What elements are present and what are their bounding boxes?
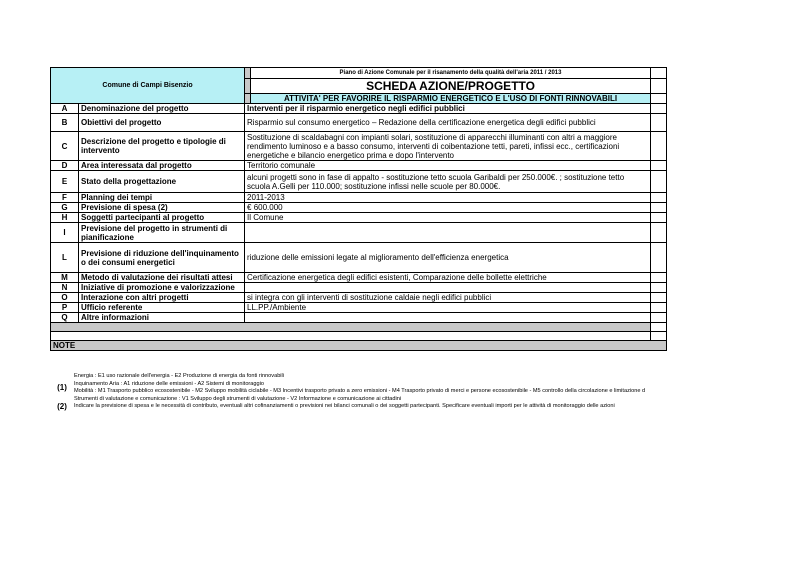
form-row [51, 193, 667, 203]
row-code: B [51, 114, 79, 132]
edge-cell [651, 243, 667, 273]
edge-cell [651, 273, 667, 283]
scheda-title: SCHEDA AZIONE/PROGETTO [251, 79, 651, 94]
form-row [51, 104, 667, 114]
row-label: Descrizione del progetto e tipologie di intervento [79, 132, 245, 161]
blank-row [51, 323, 667, 332]
edge-cell [651, 283, 667, 293]
row-label: Denominazione del progetto [79, 104, 245, 114]
row-code: A [51, 104, 79, 114]
row-value: Certificazione energetica degli edifici esistenti, Comparazione delle bollette elettriche [245, 273, 651, 283]
edge-cell [651, 303, 667, 313]
row-code: O [51, 293, 79, 303]
note-body [74, 373, 670, 403]
plan-title: Piano di Azione Comunale per il risanamento della qualità dell'aria 2011 / 2013 [251, 68, 651, 79]
form-table [50, 67, 667, 351]
blank-cell [51, 323, 651, 332]
edge-cell [651, 332, 667, 341]
row-label: Area interessata dal progetto [79, 161, 245, 171]
row-value [245, 313, 651, 323]
row-label: Obiettivi del progetto [79, 114, 245, 132]
row-value: riduzione delle emissioni legate al miglioramento dell'efficienza energetica [245, 243, 651, 273]
edge-cell [651, 193, 667, 203]
note-item [50, 403, 670, 411]
form-row [51, 213, 667, 223]
form-row [51, 223, 667, 243]
row-value: Interventi per il risparmio energetico negli edifici pubblici [245, 104, 651, 114]
blank-cell [51, 332, 651, 341]
row-value: LL.PP./Ambiente [245, 303, 651, 313]
row-code: Q [51, 313, 79, 323]
row-label: Stato della progettazione [79, 171, 245, 193]
row-label: Planning dei tempi [79, 193, 245, 203]
note-line: Indicare la previsione di spesa e le necessità di contributo, eventuali altri cofinanziamenti o previsioni nei bilanci comunali o dei soggetti partecipanti. Specificare eventuali importi per le attività di monitoraggio delle azioni [74, 403, 615, 410]
action-sheet [50, 67, 666, 351]
row-value: Sostituzione di scaldabagni con impianti solari, sostituzione di apparecchi illuminanti con altri a maggiore rendimento luminoso e a basso consumo, interventi di coibentazione tetti, pareti, infissi ecc., certificazioni energetiche e bilancio energetico prima e dopo l'intervento [245, 132, 651, 161]
note-label: NOTE [51, 341, 667, 351]
edge-cell [651, 94, 667, 104]
note-line: Strumenti di valutazione e comunicazione : V1 Sviluppo degli strumenti di valutazione - V2 Informazione e comunicazione ai cittadini [74, 395, 402, 402]
form-row [51, 283, 667, 293]
note-number: (1) [57, 383, 67, 393]
row-label: Previsione di riduzione dell'inquinamento o dei consumi energetici [79, 243, 245, 273]
row-label: Soggetti partecipanti al progetto [79, 213, 245, 223]
form-table-body [51, 68, 667, 351]
form-row [51, 243, 667, 273]
edge-cell [651, 203, 667, 213]
row-label: Previsione di spesa (2) [79, 203, 245, 213]
edge-cell [651, 313, 667, 323]
edge-cell [651, 114, 667, 132]
edge-cell [651, 104, 667, 114]
form-row [51, 293, 667, 303]
row-code: H [51, 213, 79, 223]
row-code: N [51, 283, 79, 293]
row-value: Il Comune [245, 213, 651, 223]
edge-cell [651, 132, 667, 161]
row-label: Altre informazioni [79, 313, 245, 323]
row-label: Interazione con altri progetti [79, 293, 245, 303]
note-number: (2) [57, 402, 67, 412]
row-code: P [51, 303, 79, 313]
row-code: F [51, 193, 79, 203]
edge-cell [651, 293, 667, 303]
note-line: Inquinamento Aria : A1 riduzione delle emissioni - A2 Sistemi di monitoraggio [74, 380, 264, 387]
row-code: E [51, 171, 79, 193]
form-row [51, 132, 667, 161]
edge-cell [651, 79, 667, 94]
row-code: C [51, 132, 79, 161]
row-value [245, 283, 651, 293]
note-line: Mobilità : M1 Trasporto pubblico ecosostenibile - M2 Sviluppo mobilità ciclabile - M3 Incentivi trasporto privato a zero emissioni - M4 Trasporto privato di merci e persone ecosostenibile - M5 controllo della circolazione e limitazione d [74, 388, 646, 395]
row-label: Ufficio referente [79, 303, 245, 313]
edge-cell [651, 68, 667, 79]
row-value: alcuni progetti sono in fase di appalto - sostituzione tetto scuola Garibaldi per 250.000€. ; sostituzione tetto scuola A.Gelli per 110.000; sostituzione infissi nelle scuole per 80.000€. [245, 171, 651, 193]
row-value: si integra con gli interventi di sostituzione caldaie negli edifici pubblici [245, 293, 651, 303]
row-value: Territorio comunale [245, 161, 651, 171]
form-row [51, 313, 667, 323]
edge-cell [651, 161, 667, 171]
row-label: Iniziative di promozione e valorizzazione [79, 283, 245, 293]
activity-subtitle: ATTIVITA' PER FAVORIRE IL RISPARMIO ENERGETICO E L'USO DI FONTI RINNOVABILI [251, 94, 651, 104]
note-body [74, 403, 670, 411]
row-label: Previsione del progetto in strumenti di pianificazione [79, 223, 245, 243]
note-item [50, 373, 670, 403]
notes-section [50, 373, 670, 411]
blank-row [51, 332, 667, 341]
edge-cell [651, 171, 667, 193]
row-label: Metodo di valutazione dei risultati attesi [79, 273, 245, 283]
comune-name: Comune di Campi Bisenzio [51, 68, 245, 104]
edge-cell [651, 213, 667, 223]
row-value: Risparmio sul consumo energetico – Redazione della certificazione energetica degli edifici pubblici [245, 114, 651, 132]
form-row [51, 303, 667, 313]
form-row [51, 273, 667, 283]
edge-cell [651, 223, 667, 243]
row-code: G [51, 203, 79, 213]
form-row [51, 161, 667, 171]
form-row [51, 203, 667, 213]
row-value: 2011-2013 [245, 193, 651, 203]
row-code: L [51, 243, 79, 273]
form-row [51, 171, 667, 193]
row-code: D [51, 161, 79, 171]
note-line: Energia : E1 uso razionale dell'energia - E2 Produzione di energia da fonti rinnovabili [74, 373, 285, 379]
row-code: M [51, 273, 79, 283]
note-row [51, 341, 667, 351]
row-value: € 600.000 [245, 203, 651, 213]
edge-cell [651, 323, 667, 332]
row-code: I [51, 223, 79, 243]
form-row [51, 114, 667, 132]
row-value [245, 223, 651, 243]
